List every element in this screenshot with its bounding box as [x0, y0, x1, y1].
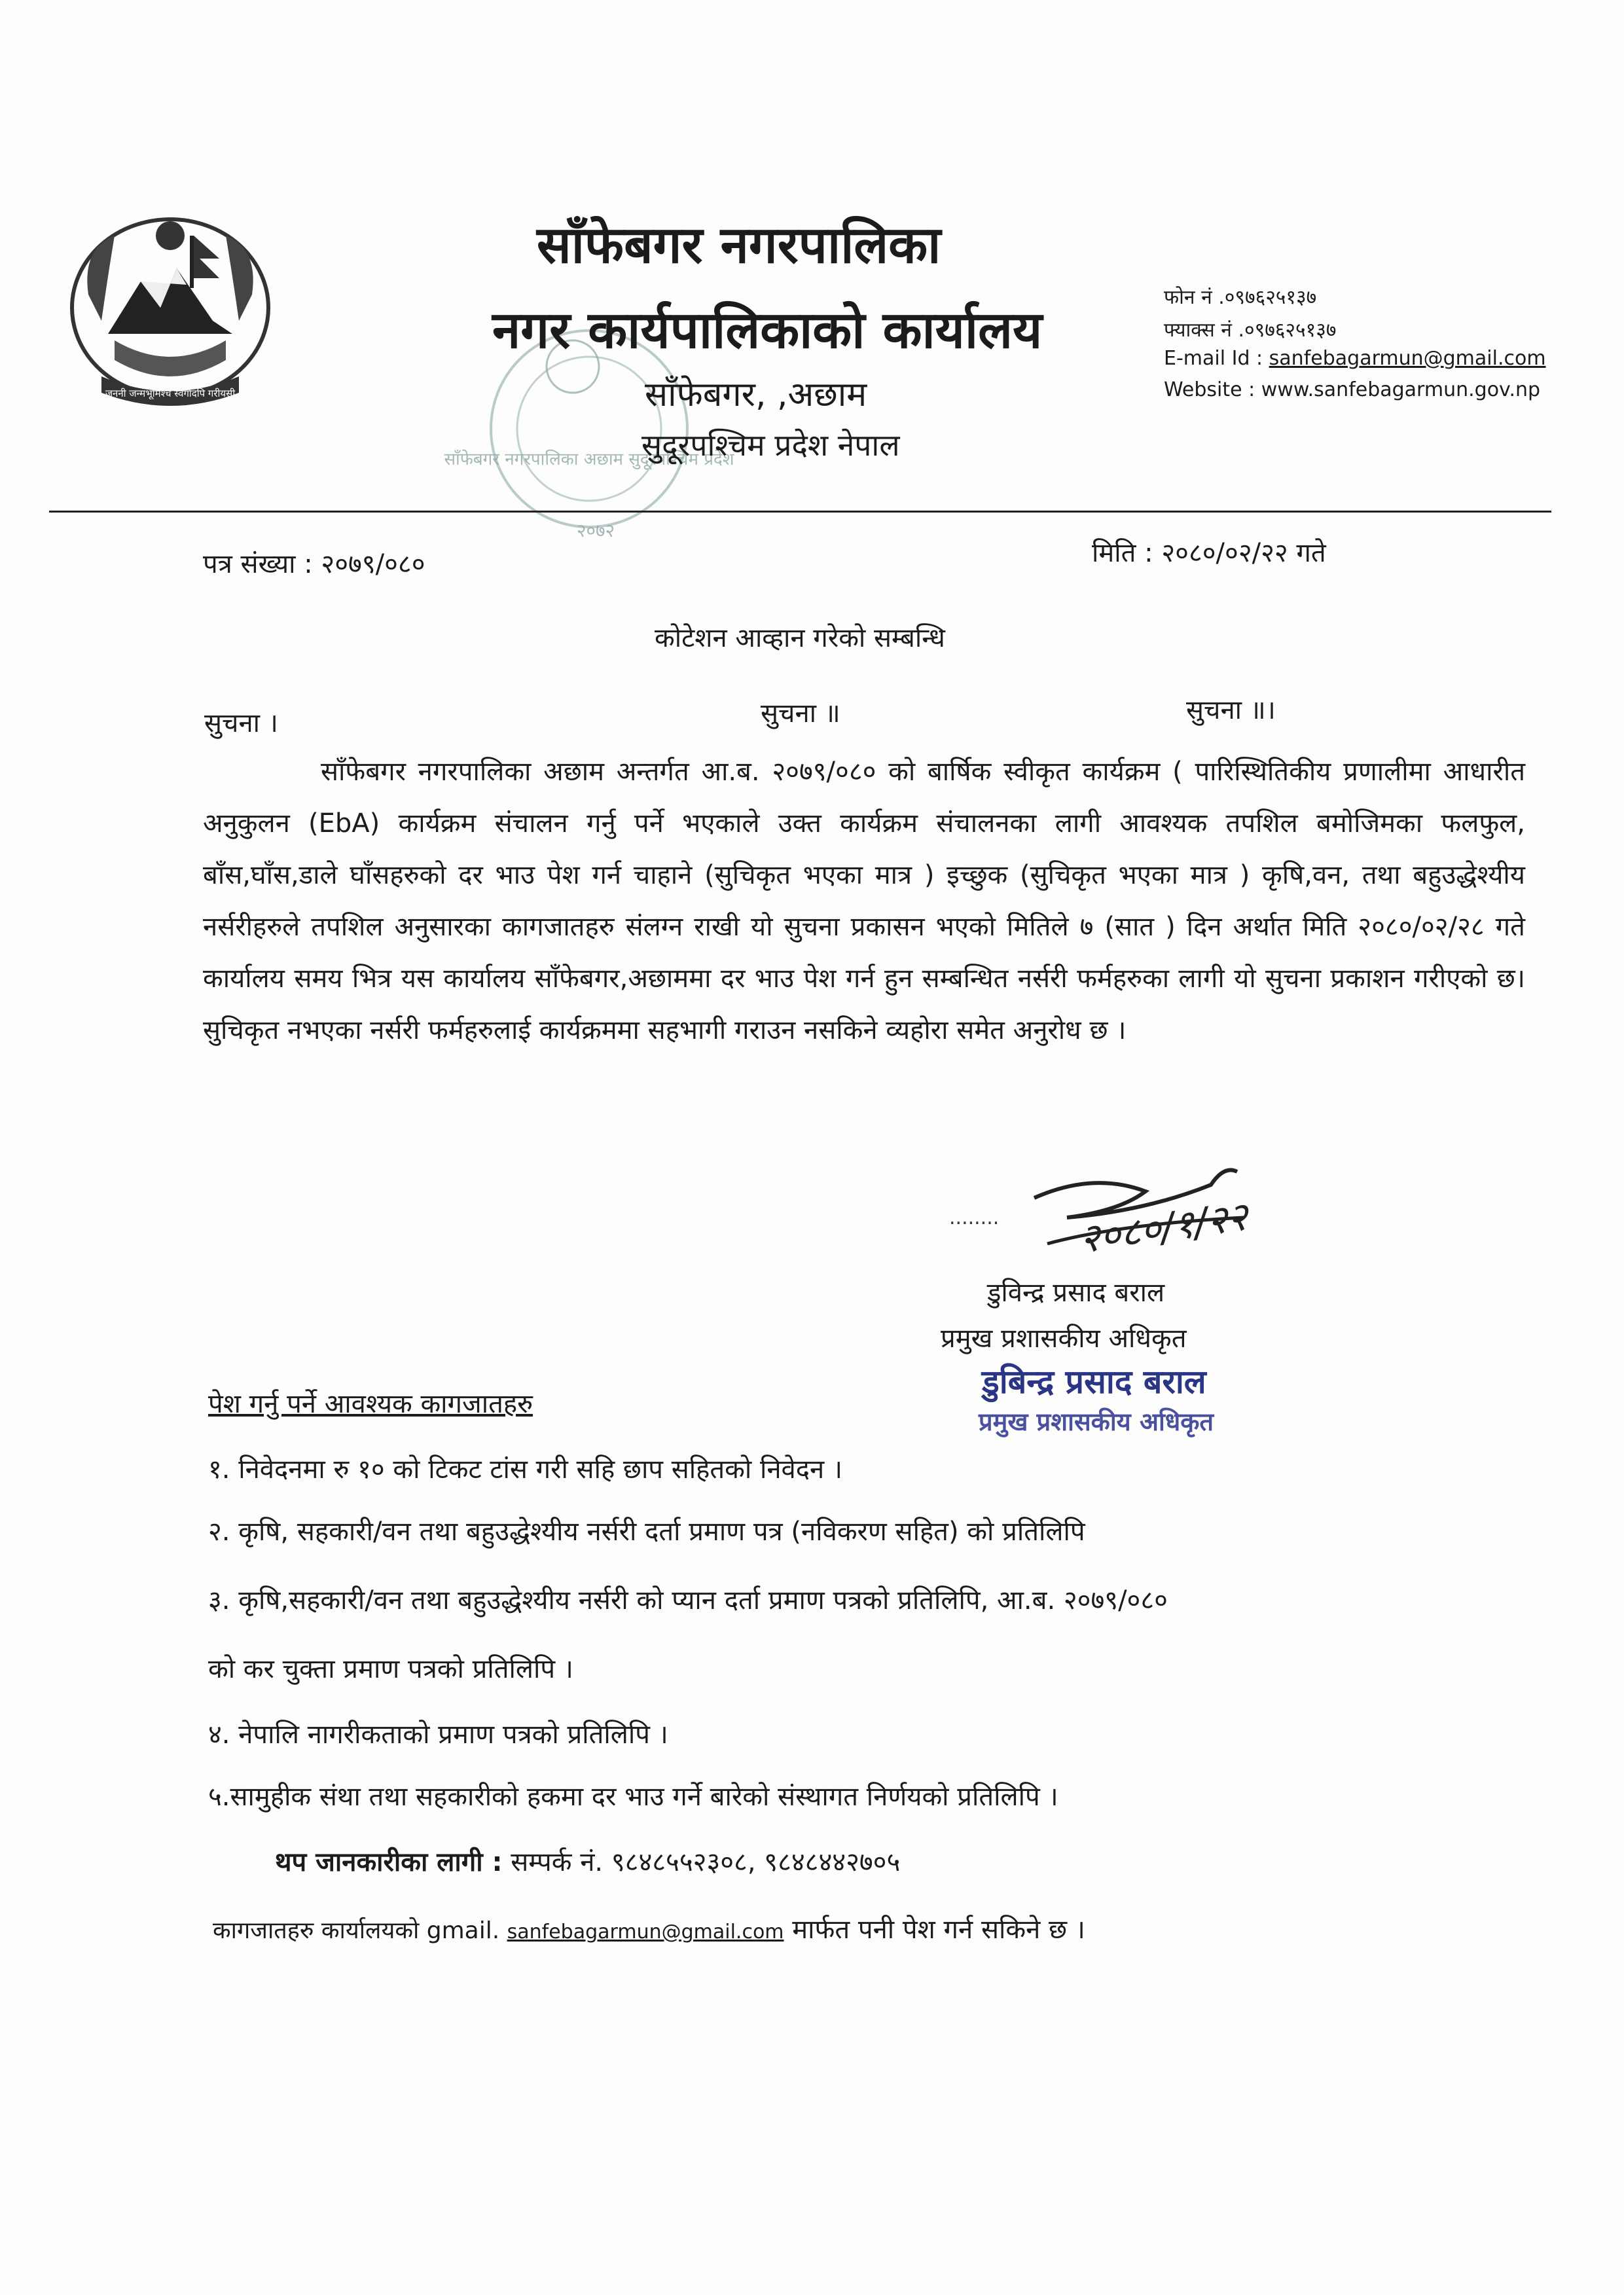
svg-text:........: ........ — [949, 1206, 1000, 1229]
stamp-text: साँफेबगर नगरपालिका अछाम सुदूरपश्चिम प्रदेश — [444, 450, 734, 469]
signatory-stamp-name: डुबिन्द्र प्रसाद बराल — [982, 1363, 1206, 1401]
address-line2: सुदूरपश्चिम प्रदेश नेपाल — [641, 427, 900, 463]
notice-label-1: सुचना । — [204, 708, 278, 738]
nepal-emblem-logo — [62, 209, 278, 412]
fax-number: फ्याक्स नं .०९७६२५१३७ — [1164, 319, 1337, 342]
handwritten-signature — [949, 1146, 1316, 1276]
document-item-3-cont: को कर चुक्ता प्रमाण पत्रको प्रतिलिपि । — [208, 1654, 573, 1684]
email-note-before: कागजातहरु कार्यालयको gmail. — [213, 1917, 507, 1944]
signatory-name: डुविन्द्र प्रसाद बराल — [987, 1278, 1165, 1308]
email-note-line — [213, 1910, 1085, 1946]
more-info-label: थप जानकारीका लागी : — [275, 1847, 503, 1877]
subject-line: कोटेशन आव्हान गरेको सम्बन्धि — [655, 623, 945, 653]
notice-label-2: सुचना ॥ — [761, 698, 840, 729]
website-line[interactable]: Website : www.sanfebagarmun.gov.np — [1164, 378, 1541, 401]
signature-date: २०८०/१/२२ — [1076, 1193, 1251, 1263]
documents-heading: पेश गर्नु पर्ने आवश्यक कागजातहरु — [208, 1389, 533, 1419]
signatory-designation: प्रमुख प्रशासकीय अधिकृत — [941, 1324, 1187, 1354]
address-line1: साँफेबगर, ,अछाम — [645, 375, 867, 414]
header-divider — [49, 511, 1551, 513]
document-item-2: २. कृषि, सहकारी/वन तथा बहुउद्धेश्यीय नर्सरी दर्ता प्रमाण पत्र (नविकरण सहित) को प्रतिलिपि — [208, 1517, 1085, 1547]
document-item-5: ५.सामुहीक संथा तथा सहकारीको हकमा दर भाउ गर्ने बारेको संस्थागत निर्णयको प्रतिलिपि । — [208, 1782, 1058, 1812]
letter-number: पत्र संख्या : २०७९/०८० — [203, 549, 425, 579]
letter-date: मिति : २०८०/०२/२२ गते — [1092, 538, 1326, 568]
municipality-name: साँफेबगर नगरपालिका — [537, 216, 941, 275]
emblem-caption: जननी जन्मभूमिश्च स्वर्गादपि गरीयसी — [105, 388, 236, 399]
stamp-year: २०७२ — [576, 520, 615, 541]
document-item-1: १. निवेदनमा रु १० को टिकट टांस गरी सहि छाप सहितको निवेदन । — [208, 1455, 843, 1485]
document-item-4: ४. नेपालि नागरीकताको प्रमाण पत्रको प्रतिलिपि । — [208, 1720, 668, 1750]
email-note-link[interactable]: sanfebagarmun@gmail.com — [507, 1921, 784, 1943]
office-name: नगर कार्यपालिकाको कार्यालय — [492, 301, 1043, 360]
email-link[interactable]: sanfebagarmun@gmail.com — [1269, 347, 1546, 370]
contact-numbers: सम्पर्क नं. ९८४८५५२३०८, ९८४८४४२७०५ — [502, 1847, 901, 1877]
more-info-line — [275, 1843, 900, 1879]
notice-label-3: सुचना ॥। — [1186, 695, 1276, 725]
email-line — [1164, 347, 1546, 370]
notice-body-paragraph: साँफेबगर नगरपालिका अछाम अन्तर्गत आ.ब. २०७९/०८० को बार्षिक स्वीकृत कार्यक्रम ( पारिस्थितिकीय प्रणालीमा आधारीत अनुकुलन (EbA) कार्यक्रम संचालन गर्नु पर्ने भएकाले उक्त कार्यक्रम संचालनका लागी आवश्यक तपशिल बमोजिमका फलफुल, बाँस,घाँस,डाले घाँसहरुको दर भाउ पेश गर्न चाहाने (सुचिकृत भएका मात्र ) इच्छुक (सुचिकृत भएका मात्र ) कृषि,वन, तथा बहुउद्धेश्यीय नर्सरीहरुले तपशिल अनुसारका कागजातहरु संलग्न राखी यो सुचना प्रकासन भएको मितिले ७ (सात ) दिन अर्थात मिति २०८०/०२/२८ गते कार्यालय समय भित्र यस कार्यालय साँफेबगर,अछाममा दर भाउ पेश गर्न हुन सम्बन्धित नर्सरी फर्महरुका लागी यो सुचना प्रकाशन गरीएको छ। सुचिकृत नभएका नर्सरी फर्महरुलाई कार्यक्रममा सहभागी गराउन नसकिने व्यहोरा समेत अनुरोध छ । — [203, 757, 1525, 1045]
signatory-stamp-designation: प्रमुख प्रशासकीय अधिकृत — [979, 1407, 1214, 1436]
email-note-after: मार्फत पनी पेश गर्न सकिने छ । — [784, 1915, 1085, 1945]
phone-number: फोन नं .०९७६२५१३७ — [1164, 286, 1317, 309]
email-label: E-mail Id : — [1164, 347, 1269, 370]
document-item-3: ३. कृषि,सहकारी/वन तथा बहुउद्धेश्यीय नर्सरी को प्यान दर्ता प्रमाण पत्रको प्रतिलिपि, आ.ब. २०७९/०८० — [208, 1585, 1168, 1616]
